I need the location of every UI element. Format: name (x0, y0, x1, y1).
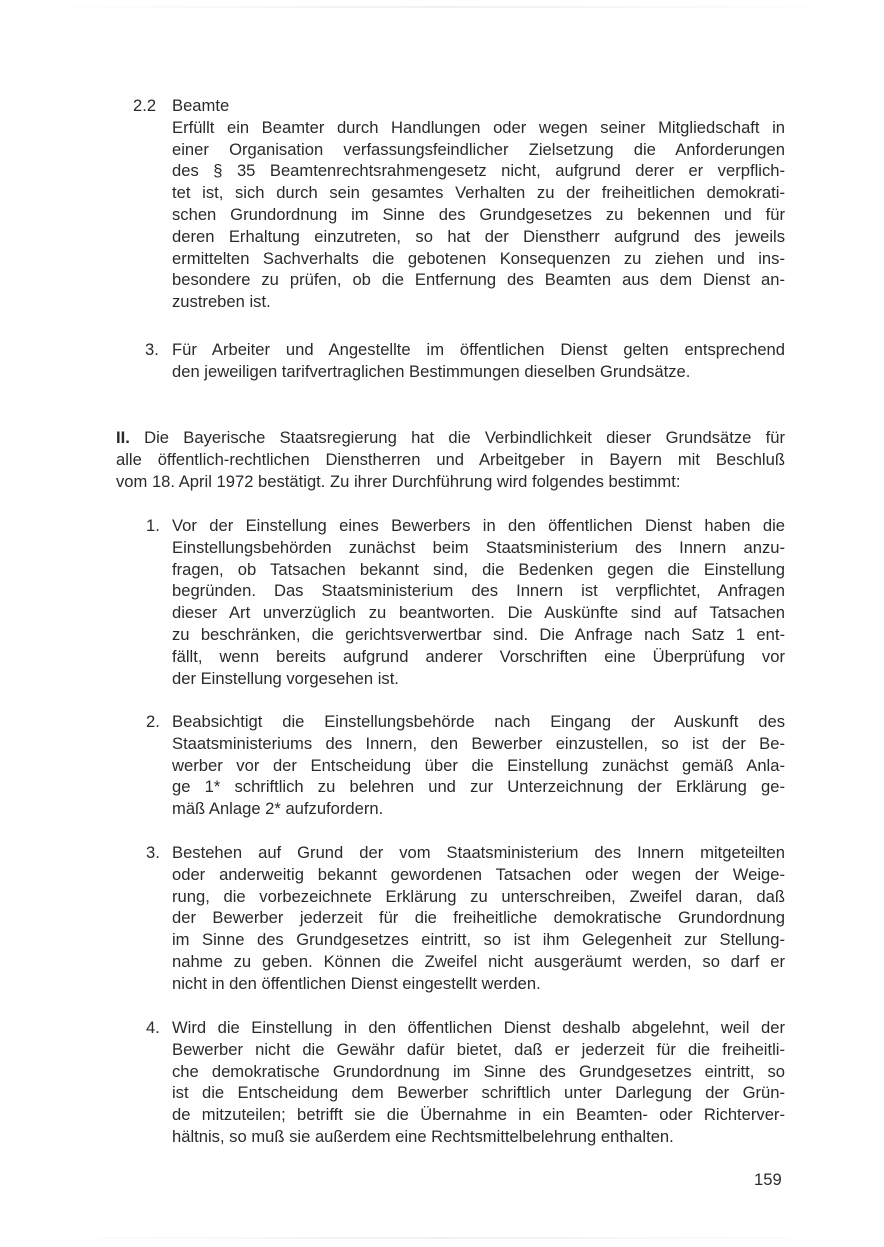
section-II-line: alle öffentlich-rechtlichen Dienstherren und Arbeitgeber in Bayern mit Beschluß (116, 449, 785, 469)
item-2-line: Staatsministeriums des Innern, den Bewerber einzustellen, so ist der Be- (172, 733, 785, 753)
section-II-line: vom 18. April 1972 bestätigt. Zu ihrer Durchführung wird folgendes bestimmt: (116, 471, 681, 491)
section-II-label: II. (116, 428, 130, 447)
item-3-line: der Bewerber jederzeit für die freiheitliche demokratische Grundordnung (172, 908, 785, 928)
item-2-line: mäß Anlage 2* aufzufordern. (172, 799, 384, 819)
item-1-line: dieser Art unverzüglich zu beantworten. Die Auskünfte sind auf Tatsachen (172, 603, 785, 623)
item-1-line: Vor der Einstellung eines Bewerbers in den öffentlichen Dienst haben die (172, 516, 785, 535)
section-2-2-label: 2.2 (133, 96, 157, 115)
item-3-line: rung, die vorbezeichnete Erklärung zu unterschreiben, Zweifel daran, daß (172, 886, 785, 906)
item-2-line: ge 1* schriftlich zu belehren und zur Unterzeichnung der Erklärung ge- (172, 777, 785, 797)
item-2-line: Beabsichtigt die Einstellungsbehörde nach Eingang der Auskunft des (172, 712, 785, 731)
section-2-2-line: schen Grundordnung im Sinne des Grundgesetzes zu bekennen und für (172, 204, 785, 224)
section-II-text: Die Bayerische Staatsregierung hat die Verbindlichkeit dieser Grundsätze für (144, 428, 785, 447)
page-edge-top (30, 6, 854, 8)
item-4-line: ist die Entscheidung dem Bewerber schriftlich unter Darlegung der Grün- (172, 1083, 785, 1103)
item-3-label: 3. (146, 843, 160, 862)
section-2-2 (172, 95, 785, 313)
item-4-line: de mitzuteilen; betrifft sie die Übernahme in ein Beamten- oder Richterver- (172, 1105, 785, 1125)
section-2-2-line: einer Organisation verfassungsfeindlicher Zielsetzung die Anforderungen (172, 139, 785, 159)
section-II (116, 427, 785, 492)
item-3-line: Bestehen auf Grund der vom Staatsministerium des Innern mitgeteilten (172, 843, 785, 862)
section-2-2-heading: Beamte (172, 96, 230, 115)
section-2-2-line: ermittelten Sachverhalts die gebotenen Konsequenzen zu ziehen und ins- (172, 248, 785, 268)
item-1-label: 1. (146, 516, 160, 535)
item-1-line: zu beschränken, die gerichtsverwertbar sind. Die Anfrage nach Satz 1 ent- (172, 624, 785, 644)
item-2-line: werber vor der Entscheidung über die Einstellung zunächst gemäß Anla- (172, 755, 785, 775)
section-3-label: 3. (145, 340, 159, 359)
item-3-line: oder anderweitig bekannt gewordenen Tatsachen oder wegen der Weige- (172, 864, 785, 884)
item-3-line: nicht in den öffentlichen Dienst eingestellt werden. (172, 973, 541, 993)
section-3-line: den jeweiligen tarifvertraglichen Bestimmungen dieselben Grundsätze. (172, 361, 691, 381)
item-1-line: Einstellungsbehörden zunächst beim Staatsministerium des Innern anzu- (172, 537, 785, 557)
item-4-line: Bewerber nicht die Gewähr dafür bietet, daß er jederzeit für die freiheitli- (172, 1039, 785, 1059)
item-1-line: der Einstellung vorgesehen ist. (172, 668, 399, 688)
section-2-2-line: tet ist, sich durch sein gesamtes Verhalten zu der freiheitlichen demokrati- (172, 183, 785, 203)
item-3-line: im Sinne des Grundgesetzes eintritt, so ist ihm Gelegenheit zur Stellung- (172, 930, 785, 950)
section-2-2-line: deren Erhaltung einzutreten, so hat der Dienstherr aufgrund des jeweils (172, 226, 785, 246)
item-2-label: 2. (146, 712, 160, 731)
item-4-line: Wird die Einstellung in den öffentlichen Dienst deshalb abgelehnt, weil der (172, 1018, 785, 1037)
page-number: 159 (754, 1170, 782, 1189)
item-3 (172, 842, 785, 995)
item-4-line: hältnis, so muß sie außerdem eine Rechtsmittelbelehrung enthalten. (172, 1126, 674, 1146)
item-4-line: che demokratische Grundordnung im Sinne des Grundgesetzes eintritt, so (172, 1061, 785, 1081)
item-1-line: fällt, wenn bereits aufgrund anderer Vorschriften eine Überprüfung vor (172, 646, 785, 666)
item-3-line: nahme zu geben. Können die Zweifel nicht ausgeräumt werden, so darf er (172, 951, 785, 971)
section-2-2-line: besondere zu prüfen, ob die Entfernung des Beamten aus dem Dienst an- (172, 270, 785, 290)
section-2-2-line: des § 35 Beamtenrechtsrahmengesetz nicht, aufgrund derer er verpflich- (172, 161, 785, 181)
item-4 (172, 1017, 785, 1148)
item-1-line: begründen. Das Staatsministerium des Innern ist verpflichtet, Anfragen (172, 581, 785, 601)
item-2 (172, 711, 785, 820)
item-1 (172, 515, 785, 689)
item-4-label: 4. (146, 1018, 160, 1037)
section-2-2-line: Erfüllt ein Beamter durch Handlungen oder wegen seiner Mitgliedschaft in (172, 117, 785, 137)
section-3-line: Für Arbeiter und Angestellte im öffentlichen Dienst gelten entsprechend (172, 340, 785, 359)
section-2-2-line: zustreben ist. (172, 292, 271, 312)
item-1-line: fragen, ob Tatsachen bekannt sind, die Bedenken gegen die Einstellung (172, 559, 785, 579)
page-edge-bottom (30, 1237, 854, 1239)
section-II-line (116, 427, 785, 449)
section-3 (172, 339, 785, 383)
